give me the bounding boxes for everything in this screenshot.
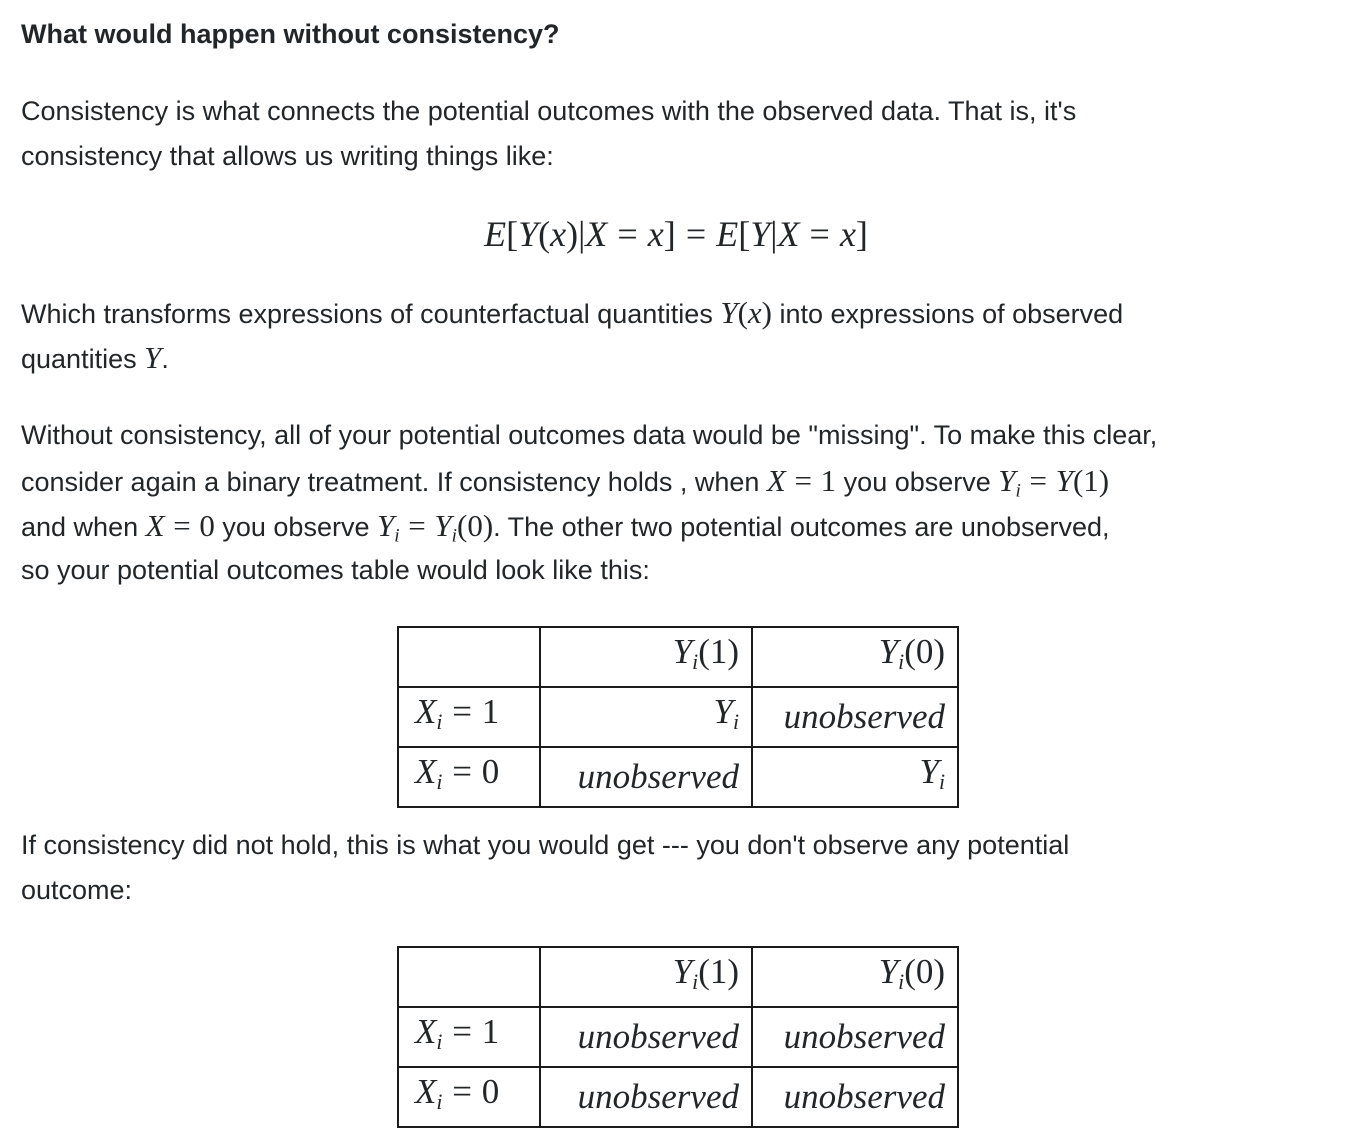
- table-cell: $Y_i$: [752, 747, 958, 807]
- paragraph-missing-line-3: and when X = 0 you observe $Y_i = Y_i(0)$. The other two potential outcomes are unobserved,: [21, 508, 1110, 547]
- header-cell-y1: $Y_i(1)$: [540, 947, 752, 1007]
- row-label-x0: $X_i = 0$: [398, 1067, 540, 1127]
- potential-outcomes-table-inconsistent: [397, 946, 959, 1128]
- table-cell: unobserved: [752, 1067, 958, 1127]
- paragraph-missing-line-2: consider again a binary treatment. If consistency holds , when X = 1 you observe $Y_i = Y(1)$: [21, 463, 1110, 502]
- paragraph-transform-line-2: quantities Y.: [21, 340, 169, 375]
- table-cell: unobserved: [752, 1007, 958, 1067]
- display-equation: E[Y(x)|X = x] = E[Y|X = x]: [484, 214, 868, 254]
- table-corner-cell: [398, 947, 540, 1007]
- paragraph-transform-line-1: Which transforms expressions of counterfactual quantities Y(x) into expressions of observed: [21, 295, 1124, 330]
- table-cell: unobserved: [540, 747, 752, 807]
- paragraph-no-consistency-line-2: outcome:: [21, 875, 133, 905]
- table-row: [398, 1007, 958, 1067]
- paragraph-missing-line-1: Without consistency, all of your potential outcomes data would be "missing". To make this clear,: [21, 420, 1158, 450]
- table-row: [398, 1067, 958, 1127]
- header-cell-y0: $Y_i(0)$: [752, 627, 958, 687]
- row-label-x0: $X_i = 0$: [398, 747, 540, 807]
- section-heading: What would happen without consistency?: [21, 19, 560, 49]
- table-cell: $Y_i$: [540, 687, 752, 747]
- table-corner-cell: [398, 627, 540, 687]
- row-label-x1: $X_i = 1$: [398, 1007, 540, 1067]
- header-cell-y1: $Y_i(1)$: [540, 627, 752, 687]
- table-cell: unobserved: [752, 687, 958, 747]
- potential-outcomes-table-consistent: [397, 626, 959, 808]
- paragraph-no-consistency-line-1: If consistency did not hold, this is what you would get --- you don't observe any potential: [21, 830, 1070, 860]
- paragraph-missing-line-4: so your potential outcomes table would look like this:: [21, 555, 650, 585]
- table-row: [398, 747, 958, 807]
- row-label-x1: $X_i = 1$: [398, 687, 540, 747]
- table-cell: unobserved: [540, 1007, 752, 1067]
- header-cell-y0: $Y_i(0)$: [752, 947, 958, 1007]
- table-header-row: [398, 947, 958, 1007]
- table-row: [398, 687, 958, 747]
- paragraph-intro-line-1: Consistency is what connects the potential outcomes with the observed data. That is, it's: [21, 96, 1077, 126]
- table-header-row: [398, 627, 958, 687]
- table-cell: unobserved: [540, 1067, 752, 1127]
- paragraph-intro-line-2: consistency that allows us writing things like:: [21, 141, 554, 171]
